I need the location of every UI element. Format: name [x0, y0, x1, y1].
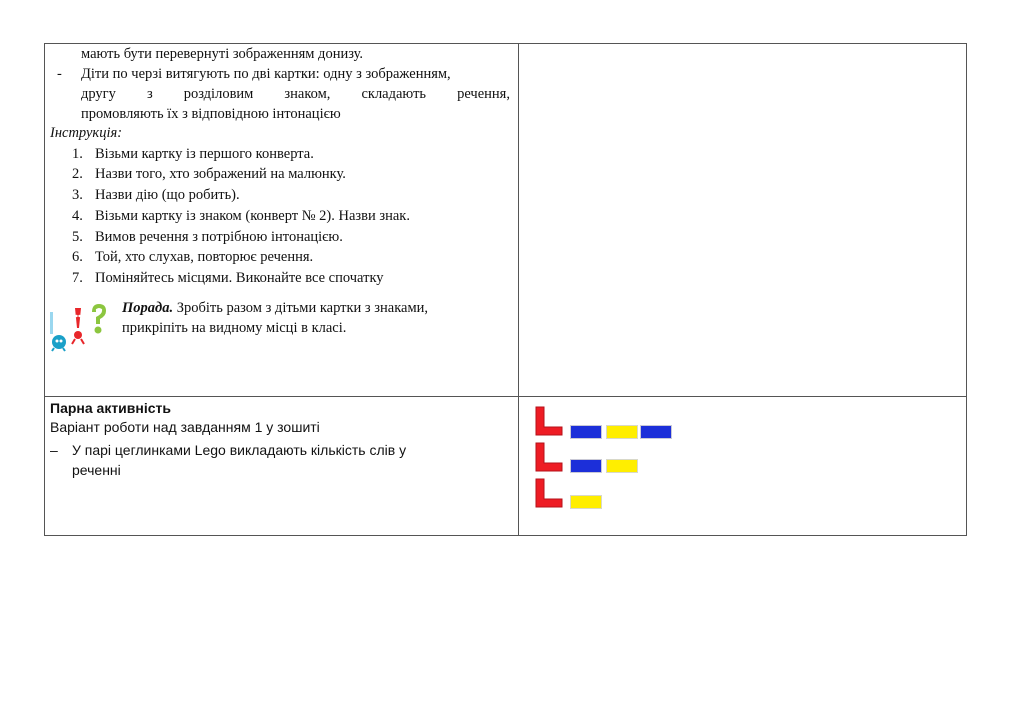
- item-text: Візьми картку із першого конверта.: [95, 146, 314, 162]
- word: другу: [81, 86, 116, 102]
- item-number: 1.: [72, 146, 83, 162]
- yellow-lego-brick: [606, 425, 638, 439]
- lesson-table: [44, 43, 967, 536]
- item-number: 7.: [72, 270, 83, 286]
- bullet-dash: –: [50, 442, 58, 458]
- tip-label: Порада.: [122, 300, 174, 316]
- yellow-lego-brick: [606, 459, 638, 473]
- item-number: 3.: [72, 187, 83, 203]
- word: з: [146, 86, 153, 102]
- activity-line-3: промовляють їх з відповідною інтонацією: [81, 106, 341, 122]
- bullet-line-1: У парі цеглинками Lego викладають кількість слів у: [72, 442, 407, 458]
- tip-line-2: прикріпіть на видному місці в класі.: [122, 320, 347, 336]
- variant-line: Варіант роботи над завданням 1 у зошиті: [50, 419, 320, 435]
- item-number: 4.: [72, 208, 83, 224]
- yellow-lego-brick: [570, 495, 602, 509]
- item-text: Поміняйтесь місцями. Виконайте все спочатку: [95, 270, 384, 286]
- item-number: 5.: [72, 229, 83, 245]
- item-text: Візьми картку із знаком (конверт № 2). Назви знак.: [95, 208, 410, 224]
- word: речення,: [457, 86, 510, 102]
- word: складають: [361, 86, 427, 102]
- continued-line: мають бути перевернуті зображенням донизу.: [81, 46, 364, 62]
- item-text: Вимов речення з потрібною інтонацією.: [95, 229, 343, 245]
- bullet-line-2: реченні: [72, 462, 121, 478]
- list-dash: -: [57, 66, 62, 82]
- red-lego-brick: [534, 477, 564, 509]
- item-text: Той, хто слухав, повторює речення.: [95, 249, 314, 265]
- blue-lego-brick: [570, 459, 602, 473]
- item-text: Назви того, хто зображений на малюнку.: [95, 166, 346, 182]
- activity-line-2: [81, 85, 510, 104]
- word: розділовим: [183, 86, 254, 102]
- punctuation-characters-icon: [48, 302, 110, 352]
- tip-text: Зробіть разом з дітьми картки з знаками,: [173, 300, 429, 316]
- section-title: Парна активність: [50, 400, 171, 416]
- instructions-heading: Інструкція:: [50, 125, 123, 141]
- item-text: Назви дію (що робить).: [95, 187, 240, 203]
- blue-lego-brick: [570, 425, 602, 439]
- blue-lego-brick: [640, 425, 672, 439]
- activity-line-1: Діти по черзі витягують по дві картки: одну з зображенням,: [81, 66, 451, 82]
- item-number: 6.: [72, 249, 83, 265]
- word: знаком,: [284, 86, 331, 102]
- column-divider: [518, 44, 519, 535]
- item-number: 2.: [72, 166, 83, 182]
- red-lego-brick: [534, 405, 564, 437]
- red-lego-brick: [534, 441, 564, 473]
- tip-line-1: [122, 299, 428, 318]
- row-divider: [45, 396, 966, 397]
